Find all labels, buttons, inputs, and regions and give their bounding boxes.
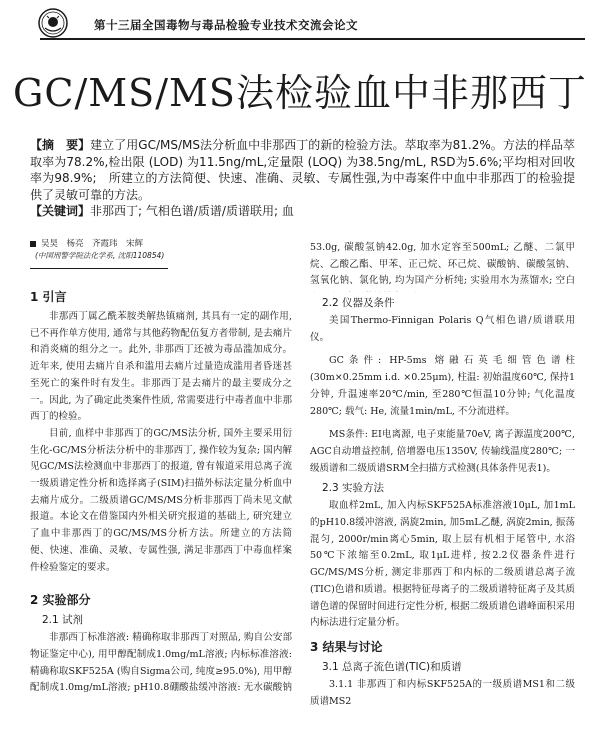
ms-conditions-paragraph: MS条件: EI电离源, 电子束能量70eV, 离子源温度200℃, AGC自动增益控制, 倍增器电压1350V, 传输线温度280℃; 一级质谱和二级质谱SRM全扫描方式检测(具体条件见表1)。 [310,429,575,474]
reagents-continuation-text: 53.0g, 碳酸氢钠42.0g, 加水定容至500mL; 乙醚、二氯甲烷、乙酸乙酯、甲苯、正己烷、环己烷、碳酸钠、碳酸氢钠、氢氧化钠、氯化钠, 均为国产分析纯; 实验用水为蒸馏水; 空白 [310,241,575,287]
page-header [38,8,578,42]
header-divider [40,38,585,40]
intro-paragraph-1: 非那西丁属乙酰苯胺类解热镇痛剂, 其具有一定的副作用, 已不再作单方使用, 通常与其他药物配伍复方者带制, 是去痛片和消炎痛的组分之一。此外, 非那西丁还被为毒品滥加成分。近年来, 使用去痛片自杀和滥用去痛片过量造成滥用者昏迷甚至死亡的案件时有发生。非那西丁是去痛片的最主要成分之一。因此, 为了确定此类案件性质, 常需要进行中毒者血中非那西丁的检验。 [30,311,292,423]
section-experimental-heading: 2 实验部分 [30,593,91,608]
author-divider [30,268,168,269]
paper-title: GC/MS/MS法检验血中非那西丁 [13,71,587,115]
subsection-tic-heading: 3.1 总离子流色谱(TIC)和质谱 [322,660,462,673]
author-affiliation: (中国刑警学院法化学系, 沈阳110854) [35,251,165,260]
reagents-paragraph: 非那西丁标准溶液: 精确称取非那西丁对照品, 购自公安部物证鉴定中心), 用甲醇配制成1.0mg/mL溶液; 内标标准溶液: 精确称取SKF525A (购自Sigma公司, 纯度≥95.0%), 用甲醇配制成1.0mg/mL溶液; pH10.8硼酸盐缓冲溶液: 无水碳酸钠 [30,632,292,694]
gc-conditions-paragraph: GC条件: HP-5ms 熔融石英毛细管色谱柱(30m×0.25mm i.d. ×0.25μm), 柱温: 初始温度60℃, 保持1分钟, 升温速率20℃/min, 至280℃恒温10分钟; 气化温度280℃; 载气: He, 流量1min/mL, 不分流进样。 [310,355,575,417]
subsection-instruments-heading: 2.2 仪器及条件 [322,297,395,309]
abstract-text: 建立了用GC/MS/MS法分析血中非那西丁的新的检验方法。萃取率为81.2%。方法的样品萃取率为78.2%,检出限 (LOD) 为11.5ng/mL,定量限 (LOQ) 为38.5ng/mL, RSD为5.6%;平均相对回收率为98.9%; 所建立的方法简便、快速、准确、灵敏、专属性强,为中毒案件中血中非那西丁的检验提供了灵敏可靠的方法。 [30,138,575,202]
subsection-reagents-heading: 2.1 试剂 [42,614,84,627]
author-block [30,238,292,262]
conference-title: 第十三届全国毒物与毒品检验专业技术交流会论文 [94,18,358,32]
reagents-continuation [310,240,575,292]
society-seal-logo [38,8,68,38]
left-column [30,238,292,697]
keywords-label: 【关键词】 [30,204,91,219]
methods-paragraph: 取血样2mL, 加入内标SKF525A标准溶液10μL, 加1mL的pH10.8缓冲溶液, 涡旋2min, 加5mL乙醚, 涡旋2min, 振荡混匀, 2000r/min离心5min, 取上层有机相于尾管中, 水浴50℃下浓缩至0.2mL, 取1μL进样, 按2.2仪器条件进行GC/MS/MS分析, 测定非那西丁和内标的二级质谱总离子流(TIC)色谱和质谱。根据特征母离子的二级质谱特征离子及其质谱色谱的保留时间进行定性分析, 根据二级质谱色谱峰面积采用内标法进行定量分析。 [310,500,575,629]
keywords-text: 非那西丁; 气相色谱/质谱/质谱联用; 血 [90,204,294,219]
instrument-paragraph: 美国Thermo-Finnigan Polaris Q气相色谱/质谱联用仪。 [310,315,575,343]
subsubsection-ms-heading: 3.1.1 非那西丁和内标SKF525A的一级质谱MS1和二级质谱MS2 [310,678,575,707]
section-introduction-heading: 1 引言 [30,290,67,304]
author-names: 吴昊 杨亮 齐霞玮 宋辉 [30,238,292,250]
intro-paragraph-2: 目前, 血样中非那西丁的GC/MS法分析, 国外主要采用衍生化-GC/MS分析法分析中的非那西丁, 操作较为复杂; 国内解见GC/MS法检测血中非那西丁的报道, 曾有報道采用总离子流一级质谱定性分析和选择离子(SIM)扫描外标法定量分析血中去痛片成分。二级质谱GC/MS/MS分析非那西丁尚未见文献报道。本论文在借鉴国内外相关研究报道的基础上, 研究建立了血中非那西丁的GC/MS/MS分析方法。所建立的方法简便、快速、准确、灵敏、专属性强, 满足非那西丁中毒血样案件检验鉴定的要求。 [30,427,292,573]
section-results-heading: 3 结果与讨论 [310,639,383,654]
abstract-label: 【摘 要】 [30,138,91,152]
right-column [310,240,575,710]
abstract-block [30,137,575,220]
subsection-methods-heading: 2.3 实验方法 [322,482,385,495]
